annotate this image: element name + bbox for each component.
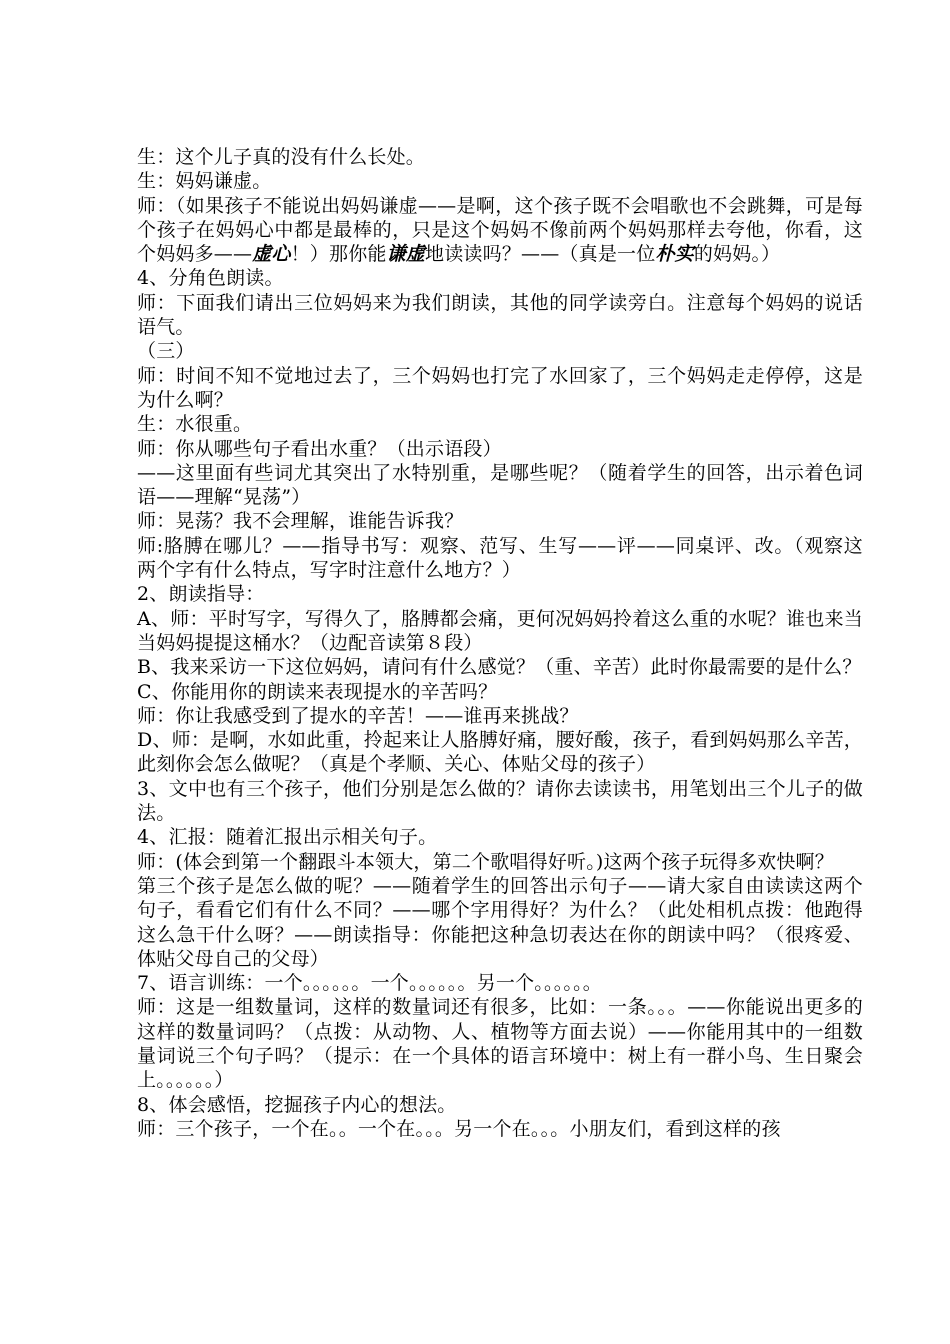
paragraph-8: 生：水很重。: [137, 413, 253, 436]
paragraph-18: D、师：是啊，水如此重，拎起来让人胳膊好痛，腰好酸，孩子，看到妈妈那么辛苦，此刻你会怎么做呢？（真是个孝顺、关心、体贴父母的孩子）: [137, 729, 863, 776]
paragraph-16: C、你能用你的朗读来表现提水的辛苦吗？: [137, 680, 498, 703]
paragraph-22: 第三个孩子是怎么做的呢？——随着学生的回答出示句子——请大家自由读读这两个句子，看看它们有什么不同？——哪个字用得好？为什么？（此处相机点拨：他跑得这么急干什么呀？——朗读指导：你能把这种急切表达在你的朗读中吗？（很疼爱、体贴父母自己的父母）: [137, 874, 863, 970]
paragraph-2: 生：妈妈谦虚。: [137, 170, 272, 193]
paragraph-12: 师:胳膊在哪儿？——指导书写：观察、范写、生写——评——同桌评、改。（观察这两个字有什么特点，写字时注意什么地方？）: [137, 534, 863, 582]
emphasis-pushi: 朴实: [655, 243, 694, 266]
section-heading-three: （三）: [137, 340, 195, 363]
paragraph-17: 师：你让我感受到了提水的辛苦！——谁再来挑战？: [137, 704, 579, 727]
paragraph-20: 4、汇报：随着汇报出示相关句子。: [137, 826, 438, 849]
paragraph-5: 师：下面我们请出三位妈妈来为我们朗读，其他的同学读旁白。注意每个妈妈的说话语气。: [137, 291, 863, 339]
paragraph-9: 师：你从哪些句子看出水重？（出示语段）: [137, 437, 502, 460]
document-body: [137, 145, 863, 1141]
paragraph-1: 生：这个儿子真的没有什么长处。: [137, 146, 426, 168]
paragraph-24: 师：这是一组数量词，这样的数量词还有很多，比如：一条。。。——你能说出更多的这样的数量词吗？（点拨：从动物、人、植物等方面去说）——你能用其中的一组数量词说三个句子吗？（提示：在一个具体的语言环境中：树上有一群小鸟、生日聚会上。。。。。。）: [137, 996, 863, 1092]
paragraph-21: 师：(体会到第一个翻跟斗本领大，第二个歌唱得好听。)这两个孩子玩得多欢快啊？: [137, 850, 834, 873]
paragraph-4: 4、分角色朗读。: [137, 267, 284, 290]
paragraph-23: 7、语言训练：一个。。。。。。一个。。。。。。另一个。。。。。。: [137, 972, 602, 995]
paragraph-3: [137, 194, 863, 267]
paragraph-3-text-a: 师：（如果孩子不能说出妈妈谦虚——是啊，这个孩子既不会唱歌也不会跳舞，可是每个孩子在妈妈心中都是最棒的，只是这个妈妈不像前两个妈妈那样去夸他，你看，这个妈妈多——: [137, 194, 863, 266]
emphasis-qianxu: 谦虚: [386, 243, 426, 266]
paragraph-11: 师：晃荡？我不会理解，谁能告诉我？: [137, 510, 464, 533]
paragraph-14: A、师：平时写字，写得久了，胳膊都会痛，更何况妈妈拎着这么重的水呢？谁也来当当妈妈提提这桶水？（边配音读第８段）: [137, 607, 863, 654]
paragraph-19: 3、文中也有三个孩子，他们分别是怎么做的？请你去读读书，用笔划出三个儿子的做法。: [137, 777, 863, 825]
paragraph-3-text-c: 地读读吗？——（真是一位: [425, 243, 656, 266]
paragraph-26: 师：三个孩子，一个在。。一个在。。。另一个在。。。小朋友们，看到这样的孩: [137, 1117, 781, 1140]
paragraph-25: 8、体会感悟，挖掘孩子内心的想法。: [137, 1093, 457, 1116]
paragraph-3-text-d: 的妈妈。）: [693, 243, 781, 266]
paragraph-7: 师：时间不知不觉地过去了，三个妈妈也打完了水回家了，三个妈妈走走停停，这是为什么啊？: [137, 364, 863, 411]
paragraph-13: 2、朗读指导：: [137, 583, 265, 606]
emphasis-xuxin: 虚心: [252, 243, 291, 266]
paragraph-15: B、我来采访一下这位妈妈，请问有什么感觉？（重、辛苦）此时你最需要的是什么？: [137, 656, 862, 679]
paragraph-3-text-b: ！）那你能: [290, 243, 387, 266]
paragraph-10: ——这里面有些词尤其突出了水特别重，是哪些呢？（随着学生的回答，出示着色词语——理解“晃荡”）: [137, 461, 863, 509]
